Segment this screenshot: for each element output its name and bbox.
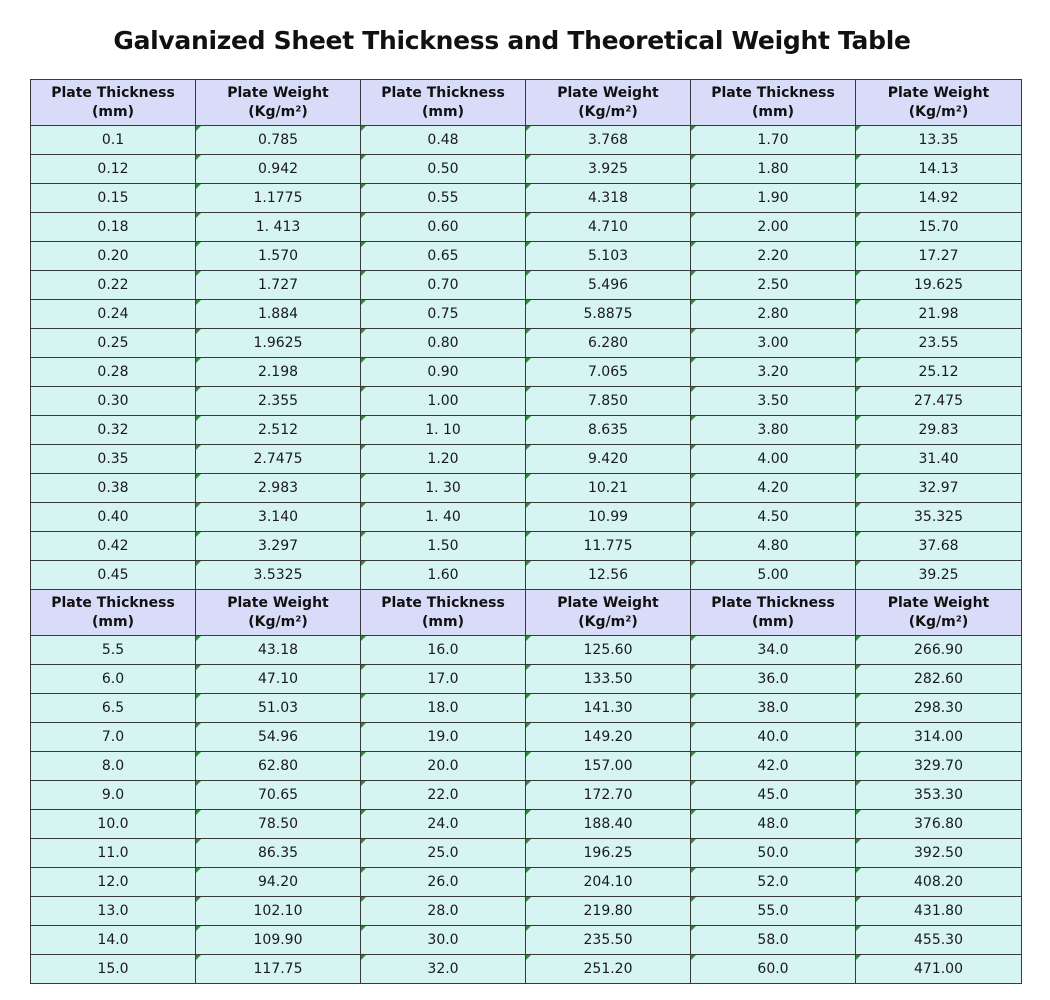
cell-thickness: 0.60 [361,213,526,242]
cell-thickness: 1.70 [691,126,856,155]
cell-thickness: 0.32 [31,416,196,445]
cell-thickness: 42.0 [691,752,856,781]
cell-weight: 251.20 [526,955,691,984]
cell-weight: 3.768 [526,126,691,155]
cell-weight: 39.25 [856,561,1022,590]
cell-weight: 141.30 [526,694,691,723]
cell-thickness: 0.48 [361,126,526,155]
cell-weight: 4.318 [526,184,691,213]
cell-thickness: 20.0 [361,752,526,781]
cell-thickness: 0.38 [31,474,196,503]
cell-thickness: 16.0 [361,636,526,665]
header-plate-thickness: Plate Thickness (mm) [691,80,856,126]
cell-thickness: 9.0 [31,781,196,810]
cell-weight: 23.55 [856,329,1022,358]
header-plate-thickness: Plate Thickness (mm) [31,80,196,126]
cell-thickness: 1.50 [361,532,526,561]
cell-thickness: 0.15 [31,184,196,213]
cell-weight: 35.325 [856,503,1022,532]
cell-thickness: 34.0 [691,636,856,665]
cell-thickness: 0.75 [361,300,526,329]
table-row [31,955,1022,984]
cell-weight: 5.8875 [526,300,691,329]
cell-thickness: 3.00 [691,329,856,358]
cell-weight: 9.420 [526,445,691,474]
cell-weight: 408.20 [856,868,1022,897]
table-row [31,665,1022,694]
cell-weight: 0.785 [196,126,361,155]
cell-weight: 25.12 [856,358,1022,387]
table-row [31,926,1022,955]
cell-weight: 3.925 [526,155,691,184]
cell-weight: 392.50 [856,839,1022,868]
cell-thickness: 11.0 [31,839,196,868]
cell-weight: 5.103 [526,242,691,271]
table-row [31,184,1022,213]
cell-weight: 3.140 [196,503,361,532]
table-row [31,213,1022,242]
cell-weight: 471.00 [856,955,1022,984]
cell-weight: 282.60 [856,665,1022,694]
cell-thickness: 6.0 [31,665,196,694]
cell-weight: 17.27 [856,242,1022,271]
cell-thickness: 0.28 [31,358,196,387]
header-plate-weight: Plate Weight (Kg/m²) [196,590,361,636]
cell-weight: 6.280 [526,329,691,358]
cell-weight: 353.30 [856,781,1022,810]
cell-weight: 62.80 [196,752,361,781]
cell-thickness: 0.45 [31,561,196,590]
table-row [31,839,1022,868]
cell-weight: 3.5325 [196,561,361,590]
cell-thickness: 0.18 [31,213,196,242]
cell-thickness: 18.0 [361,694,526,723]
table-row [31,416,1022,445]
cell-thickness: 1.20 [361,445,526,474]
cell-thickness: 3.50 [691,387,856,416]
cell-weight: 78.50 [196,810,361,839]
table-header-row [31,80,1022,126]
cell-thickness: 10.0 [31,810,196,839]
table-row [31,126,1022,155]
cell-thickness: 4.20 [691,474,856,503]
cell-weight: 51.03 [196,694,361,723]
table-row [31,532,1022,561]
cell-weight: 2.198 [196,358,361,387]
cell-thickness: 0.50 [361,155,526,184]
cell-thickness: 14.0 [31,926,196,955]
cell-thickness: 19.0 [361,723,526,752]
cell-weight: 0.942 [196,155,361,184]
table-row [31,242,1022,271]
cell-thickness: 4.00 [691,445,856,474]
cell-thickness: 26.0 [361,868,526,897]
cell-thickness: 50.0 [691,839,856,868]
table-row [31,358,1022,387]
cell-thickness: 0.65 [361,242,526,271]
header-plate-thickness: Plate Thickness (mm) [31,590,196,636]
cell-thickness: 25.0 [361,839,526,868]
table-header-row [31,590,1022,636]
cell-thickness: 2.50 [691,271,856,300]
table-row [31,474,1022,503]
cell-thickness: 4.80 [691,532,856,561]
cell-weight: 204.10 [526,868,691,897]
cell-thickness: 3.20 [691,358,856,387]
cell-weight: 149.20 [526,723,691,752]
cell-weight: 7.850 [526,387,691,416]
cell-thickness: 24.0 [361,810,526,839]
cell-weight: 1.1775 [196,184,361,213]
cell-thickness: 13.0 [31,897,196,926]
header-plate-weight: Plate Weight (Kg/m²) [526,590,691,636]
header-plate-thickness: Plate Thickness (mm) [361,590,526,636]
cell-weight: 70.65 [196,781,361,810]
cell-thickness: 1.90 [691,184,856,213]
table-row [31,445,1022,474]
cell-weight: 12.56 [526,561,691,590]
table-row [31,752,1022,781]
header-plate-weight: Plate Weight (Kg/m²) [196,80,361,126]
cell-weight: 29.83 [856,416,1022,445]
cell-weight: 219.80 [526,897,691,926]
cell-thickness: 0.1 [31,126,196,155]
cell-thickness: 1.60 [361,561,526,590]
cell-thickness: 0.80 [361,329,526,358]
cell-weight: 157.00 [526,752,691,781]
cell-thickness: 6.5 [31,694,196,723]
cell-weight: 196.25 [526,839,691,868]
cell-thickness: 0.40 [31,503,196,532]
cell-thickness: 0.22 [31,271,196,300]
cell-thickness: 1.00 [361,387,526,416]
cell-weight: 43.18 [196,636,361,665]
cell-thickness: 2.20 [691,242,856,271]
cell-weight: 3.297 [196,532,361,561]
cell-weight: 2.355 [196,387,361,416]
cell-thickness: 0.90 [361,358,526,387]
cell-weight: 15.70 [856,213,1022,242]
cell-thickness: 0.42 [31,532,196,561]
cell-thickness: 3.80 [691,416,856,445]
cell-thickness: 17.0 [361,665,526,694]
cell-weight: 14.92 [856,184,1022,213]
header-plate-weight: Plate Weight (Kg/m²) [526,80,691,126]
header-plate-weight: Plate Weight (Kg/m²) [856,80,1022,126]
cell-thickness: 22.0 [361,781,526,810]
header-plate-thickness: Plate Thickness (mm) [691,590,856,636]
cell-thickness: 45.0 [691,781,856,810]
cell-thickness: 0.20 [31,242,196,271]
cell-weight: 133.50 [526,665,691,694]
cell-thickness: 0.24 [31,300,196,329]
weight-table [30,79,1022,984]
cell-weight: 19.625 [856,271,1022,300]
cell-weight: 329.70 [856,752,1022,781]
cell-weight: 2.983 [196,474,361,503]
cell-thickness: 7.0 [31,723,196,752]
cell-weight: 37.68 [856,532,1022,561]
cell-weight: 32.97 [856,474,1022,503]
cell-weight: 109.90 [196,926,361,955]
page-title: Galvanized Sheet Thickness and Theoretical Weight Table [113,26,911,55]
cell-thickness: 1. 30 [361,474,526,503]
cell-thickness: 40.0 [691,723,856,752]
cell-weight: 94.20 [196,868,361,897]
cell-weight: 11.775 [526,532,691,561]
cell-thickness: 0.25 [31,329,196,358]
table-row [31,897,1022,926]
cell-weight: 431.80 [856,897,1022,926]
cell-thickness: 0.55 [361,184,526,213]
cell-weight: 10.99 [526,503,691,532]
header-plate-thickness: Plate Thickness (mm) [361,80,526,126]
cell-thickness: 30.0 [361,926,526,955]
cell-thickness: 1. 40 [361,503,526,532]
cell-weight: 7.065 [526,358,691,387]
cell-thickness: 0.30 [31,387,196,416]
table-row [31,387,1022,416]
cell-thickness: 60.0 [691,955,856,984]
cell-weight: 235.50 [526,926,691,955]
cell-thickness: 1. 10 [361,416,526,445]
cell-thickness: 0.70 [361,271,526,300]
cell-thickness: 52.0 [691,868,856,897]
table-row [31,271,1022,300]
cell-thickness: 1.80 [691,155,856,184]
cell-weight: 314.00 [856,723,1022,752]
cell-weight: 376.80 [856,810,1022,839]
table-row [31,636,1022,665]
cell-weight: 4.710 [526,213,691,242]
cell-thickness: 0.35 [31,445,196,474]
table-row [31,694,1022,723]
cell-weight: 54.96 [196,723,361,752]
cell-weight: 188.40 [526,810,691,839]
cell-weight: 1. 413 [196,213,361,242]
cell-weight: 266.90 [856,636,1022,665]
cell-weight: 5.496 [526,271,691,300]
cell-weight: 1.884 [196,300,361,329]
table-row [31,868,1022,897]
cell-weight: 298.30 [856,694,1022,723]
cell-weight: 86.35 [196,839,361,868]
cell-weight: 13.35 [856,126,1022,155]
cell-weight: 1.570 [196,242,361,271]
cell-thickness: 32.0 [361,955,526,984]
cell-thickness: 58.0 [691,926,856,955]
cell-weight: 2.512 [196,416,361,445]
header-plate-weight: Plate Weight (Kg/m²) [856,590,1022,636]
cell-thickness: 55.0 [691,897,856,926]
cell-weight: 21.98 [856,300,1022,329]
cell-thickness: 28.0 [361,897,526,926]
cell-thickness: 38.0 [691,694,856,723]
cell-thickness: 0.12 [31,155,196,184]
table-row [31,300,1022,329]
table-row [31,781,1022,810]
cell-weight: 8.635 [526,416,691,445]
cell-weight: 27.475 [856,387,1022,416]
table-row [31,561,1022,590]
cell-weight: 125.60 [526,636,691,665]
cell-weight: 172.70 [526,781,691,810]
cell-weight: 1.727 [196,271,361,300]
cell-weight: 14.13 [856,155,1022,184]
cell-thickness: 15.0 [31,955,196,984]
cell-weight: 102.10 [196,897,361,926]
cell-weight: 455.30 [856,926,1022,955]
table-row [31,155,1022,184]
table-row [31,810,1022,839]
cell-thickness: 48.0 [691,810,856,839]
cell-weight: 10.21 [526,474,691,503]
cell-weight: 1.9625 [196,329,361,358]
table-row [31,329,1022,358]
cell-thickness: 5.00 [691,561,856,590]
cell-thickness: 5.5 [31,636,196,665]
table-row [31,503,1022,532]
cell-weight: 117.75 [196,955,361,984]
cell-thickness: 8.0 [31,752,196,781]
cell-thickness: 12.0 [31,868,196,897]
cell-thickness: 2.80 [691,300,856,329]
cell-thickness: 36.0 [691,665,856,694]
cell-weight: 2.7475 [196,445,361,474]
cell-thickness: 4.50 [691,503,856,532]
cell-weight: 47.10 [196,665,361,694]
cell-weight: 31.40 [856,445,1022,474]
cell-thickness: 2.00 [691,213,856,242]
table-row [31,723,1022,752]
